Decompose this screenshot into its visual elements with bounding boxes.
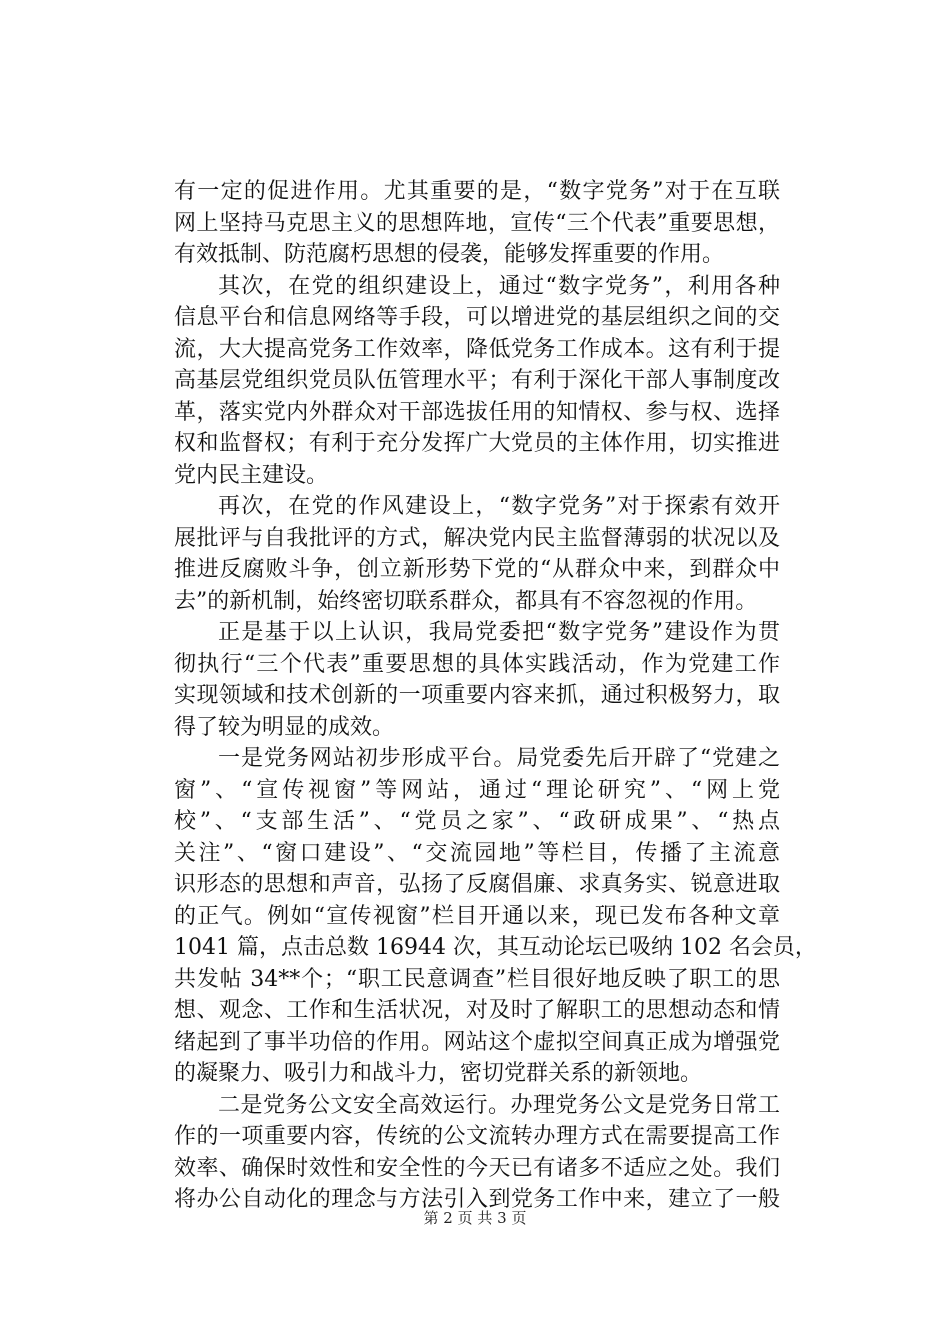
text-line: 推进反腐败斗争，创立新形势下党的“从群众中来，到群众中 xyxy=(174,557,780,582)
page-footer: 第 2 页 共 3 页 xyxy=(423,1209,527,1227)
text-line: 权和监督权；有利于充分发挥广大党员的主体作用，切实推进 xyxy=(174,431,780,456)
text-line: 关注”、“窗口建设”、“交流园地”等栏目，传播了主流意 xyxy=(174,840,780,866)
text-line: 彻执行“三个代表”重要思想的具体实践活动，作为党建工作 xyxy=(174,651,780,677)
text-line: 高基层党组织党员队伍管理水平；有利于深化干部人事制度改 xyxy=(174,368,780,393)
text-line: 信息平台和信息网络等手段，可以增进党的基层组织之间的交 xyxy=(174,305,780,330)
text-line: 1041 篇，点击总数 16944 次，其互动论坛已吸纳 102 名会员， xyxy=(174,935,817,960)
text-line: 其次，在党的组织建设上，通过“数字党务”，利用各种 xyxy=(218,273,780,299)
text-line: 的正气。例如“宣传视窗”栏目开通以来，现已发布各种文章 xyxy=(174,903,780,929)
text-line: 再次，在党的作风建设上，“数字党务”对于探索有效开 xyxy=(218,494,780,519)
text-line: 绪起到了事半功倍的作用。网站这个虚拟空间真正成为增强党 xyxy=(174,1029,780,1055)
text-line: 将办公自动化的理念与方法引入到党务工作中来，建立了一般 xyxy=(174,1187,780,1212)
text-line: 流，大大提高党务工作效率，降低党务工作成本。这有利于提 xyxy=(174,336,780,362)
text-line: 一是党务网站初步形成平台。局党委先后开辟了“党建之 xyxy=(218,746,780,771)
text-line: 展批评与自我批评的方式，解决党内民主监督薄弱的状况以及 xyxy=(174,525,780,551)
text-line: 共发帖 34**个；“职工民意调查”栏目很好地反映了职工的思 xyxy=(174,966,780,992)
text-line: 有一定的促进作用。尤其重要的是，“数字党务”对于在互联 xyxy=(174,179,780,204)
text-line: 窗”、“宣传视窗”等网站，通过“理论研究”、“网上党 xyxy=(174,777,780,803)
text-line: 实现领域和技术创新的一项重要内容来抓，通过积极努力，取 xyxy=(174,683,780,708)
text-line: 二是党务公文安全高效运行。办理党务公文是党务日常工 xyxy=(218,1092,780,1118)
text-line: 革，落实党内外群众对干部选拔任用的知情权、参与权、选择 xyxy=(174,399,780,425)
text-line: 正是基于以上认识，我局党委把“数字党务”建设作为贯 xyxy=(218,620,780,645)
text-line: 网上坚持马克思主义的思想阵地，宣传“三个代表”重要思想， xyxy=(174,210,780,236)
text-line: 的凝聚力、吸引力和战斗力，密切党群关系的新领地。 xyxy=(174,1061,703,1086)
text-line: 得了较为明显的成效。 xyxy=(174,714,395,740)
text-line: 效率、确保时效性和安全性的今天已有诸多不适应之处。我们 xyxy=(174,1155,780,1181)
text-line: 党内民主建设。 xyxy=(174,462,329,488)
text-line: 去”的新机制，始终密切联系群众，都具有不容忽视的作用。 xyxy=(174,588,758,614)
text-line: 有效抵制、防范腐朽思想的侵袭，能够发挥重要的作用。 xyxy=(174,242,725,267)
text-line: 识形态的思想和声音，弘扬了反腐倡廉、求真务实、锐意进取 xyxy=(174,872,780,897)
document-body xyxy=(174,176,817,1216)
text-line: 想、观念、工作和生活状况，对及时了解职工的思想动态和情 xyxy=(174,998,780,1023)
text-line: 作的一项重要内容，传统的公文流转办理方式在需要提高工作 xyxy=(174,1124,780,1149)
text-line: 校”、“支部生活”、“党员之家”、“政研成果”、“热点 xyxy=(174,809,780,834)
